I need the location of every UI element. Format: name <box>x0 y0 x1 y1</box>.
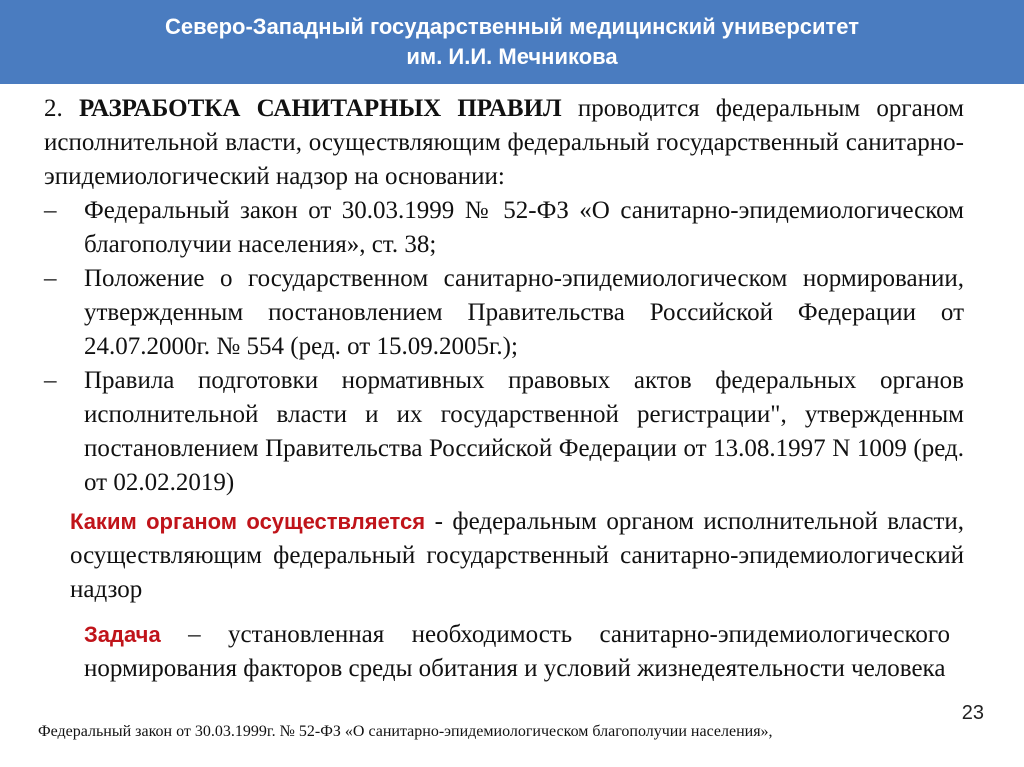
list-item-text: Правила подготовки нормативных правовых актов федеральных органов исполнительной власти и их государственной регистрации", утвержденным постановлением Правительства Российской Федерации от 13.08.1997 N 1009 (ред. от 02.02.2019) <box>84 367 964 496</box>
task-text: – установленная необходимость санитарно-эпидемиологического нормирования факторов среды обитания и условий жизнедеятельности человека <box>84 621 950 682</box>
header-title-line1: Северо-Западный государственный медицинский университет <box>164 14 860 39</box>
question-text: - федеральным органом исполнительной власти, осуществляющим федеральный государственный санитарно-эпидемиологический надзор <box>70 508 964 603</box>
intro-paragraph <box>44 92 964 194</box>
intro-number: 2. <box>44 95 63 122</box>
legal-basis-list <box>44 194 964 500</box>
dash-marker: – <box>44 197 57 224</box>
list-item-text: Положение о государственном санитарно-эпидемиологическом нормировании, утвержденным постановлением Правительства Российской Федерации от 24.07.2000г. № 554 (ред. от 15.09.2005г.); <box>84 265 964 360</box>
page-number: 23 <box>961 702 984 724</box>
footer-citation: Федеральный закон от 30.03.1999г. № 52-ФЗ «О санитарно-эпидемиологическом благополучии населения», <box>38 723 773 740</box>
header-title-line2: им. И.И. Мечникова <box>406 44 618 69</box>
list-item-text: Федеральный закон от 30.03.1999 № 52-ФЗ «О санитарно-эпидемиологическом благополучии населения», ст. 38; <box>84 197 964 258</box>
intro-text: проводится федеральным органом исполнительной власти, осуществляющим федеральный государственный санитарно-эпидемиологический надзор на основании: <box>44 95 965 190</box>
question-label: Каким органом осуществляется <box>70 509 426 534</box>
slide-header <box>0 0 1024 84</box>
dash-marker: – <box>44 265 57 292</box>
list-item <box>44 262 964 364</box>
dash-marker: – <box>44 367 57 394</box>
question-block <box>70 505 964 607</box>
task-block <box>84 618 950 686</box>
task-label: Задача <box>84 622 161 647</box>
list-item <box>44 364 964 500</box>
list-item <box>44 194 964 262</box>
main-content <box>44 92 964 500</box>
intro-heading: РАЗРАБОТКА САНИТАРНЫХ ПРАВИЛ <box>78 95 562 122</box>
